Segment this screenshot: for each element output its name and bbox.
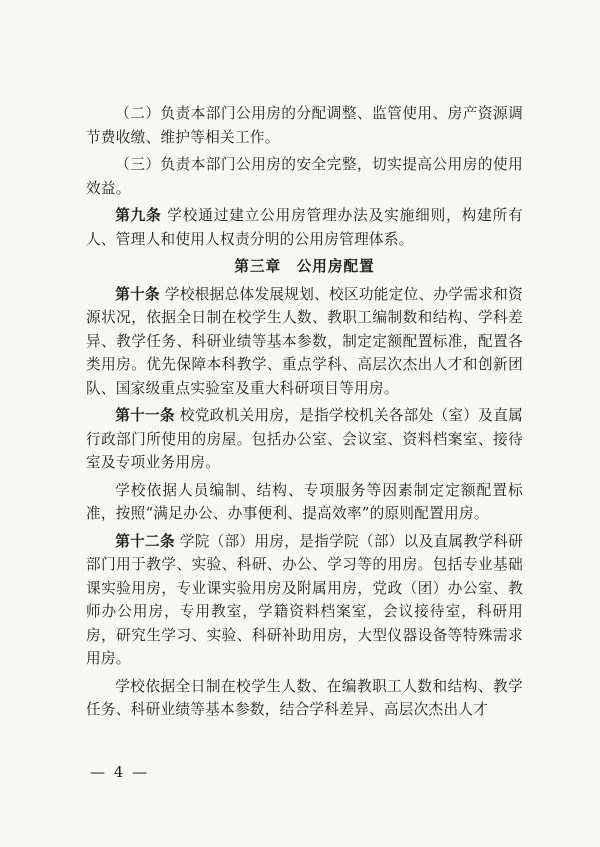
article-9 [86, 204, 523, 251]
paragraph-text: （三）负责本部门公用房的安全完整，切实提高公用房的使用效益。 [86, 156, 523, 197]
paragraph [86, 479, 523, 526]
paragraph-text: 学校根据总体发展规划、校区功能定位、办学需求和资源状况，依据全日制在校学生人数、教职工编制数和结构、学科差异、教学任务、科研业绩等基本参数，制定定额配置标准，配置各类用房。优先保障本科教学、重点学科、高层次杰出人才和创新团队、国家级重点实验室及重大科研项目等用房。 [86, 285, 523, 397]
document-body [86, 102, 523, 726]
article-10 [86, 283, 523, 401]
paragraph-text: （二）负责本部门公用房的分配调整、监管使用、房产资源调节费收缴、维护等相关工作。 [86, 105, 523, 146]
article-heading: 第十条 [115, 285, 160, 303]
paragraph-text: 学院（部）用房，是指学院（部）以及直属教学科研部门用于教学、实验、科研、办公、学习等的用房。包括专业基础课实验用房，专业课实验用房及附属用房，党政（团）办公室、教师办公用房，专用教室，学籍资料档案室，会议接待室，科研用房，研究生学习、实验、科研补助用房，大型仪器设备等特殊需求用房。 [86, 532, 523, 667]
paragraph-text: 校党政机关用房，是指学校机关各部处（室）及直属行政部门所使用的房屋。包括办公室、会议室、资料档案室、接待室及专项业务用房。 [86, 407, 523, 471]
article-heading: 第九条 [115, 207, 162, 224]
paragraph [86, 102, 523, 149]
paragraph-text: 学校依据全日制在校学生人数、在编教职工人数和结构、教学任务、科研业绩等基本参数，结合学科差异、高层次杰出人才 [86, 677, 523, 718]
chapter-title-text: 第三章 公用房配置 [234, 258, 375, 275]
page-number: — 4 — [90, 763, 150, 781]
article-12 [86, 530, 523, 671]
article-11 [86, 404, 523, 475]
paragraph [86, 675, 523, 722]
paragraph-text: 学校依据人员编制、结构、专项服务等因素制定定额配置标准，按照“满足办公、办事便利、提高效率”的原则配置用房。 [86, 481, 523, 522]
paragraph-text: 学校通过建立公用房管理办法及实施细则，构建所有人、管理人和使用人权责分明的公用房管理体系。 [86, 207, 523, 248]
paragraph [86, 153, 523, 200]
chapter-title [86, 255, 523, 279]
article-heading: 第十二条 [115, 532, 175, 550]
article-heading: 第十一条 [115, 407, 175, 424]
